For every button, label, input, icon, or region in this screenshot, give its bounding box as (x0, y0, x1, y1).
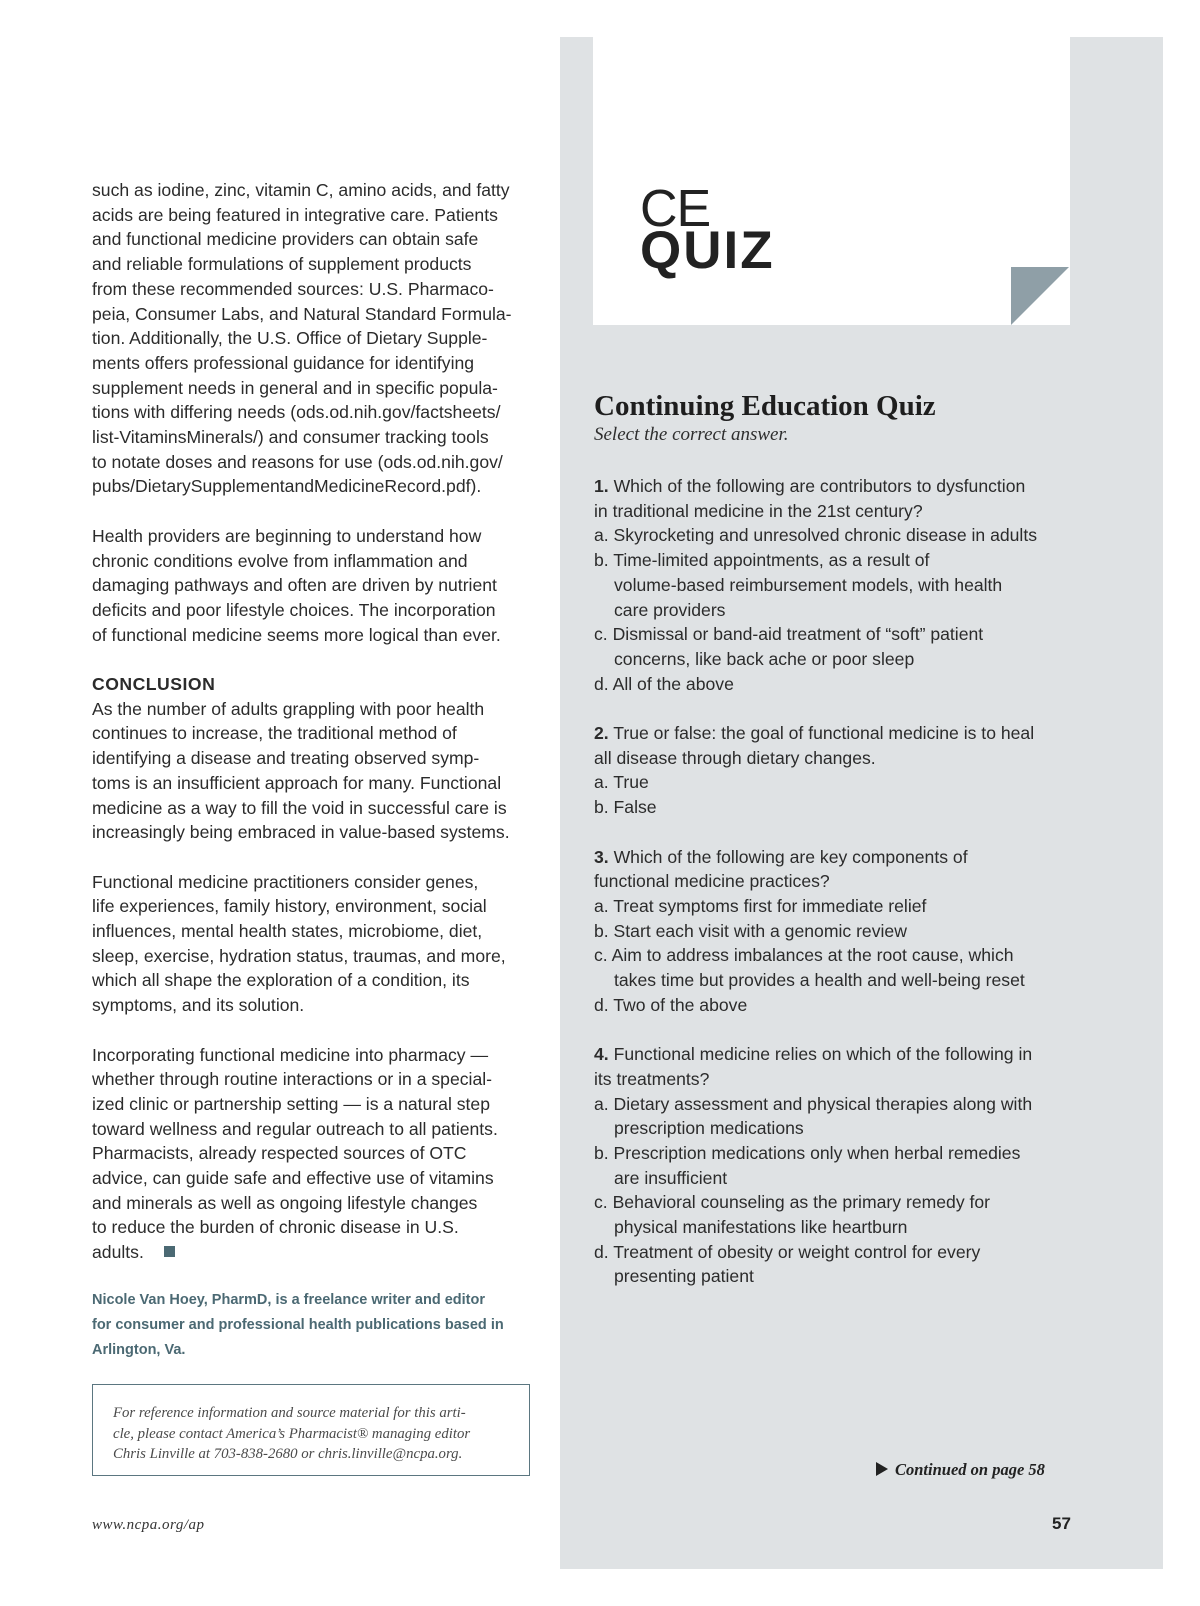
quiz-question (594, 1042, 1154, 1289)
answer-option: a. Skyrocketing and unresolved chronic disease in adults (594, 525, 1038, 546)
text-line: toward wellness and regular outreach to all patients. (92, 1118, 498, 1139)
answer-option-continuation: physical manifestations like heartburn (614, 1217, 908, 1238)
answer-option-continuation: volume-based reimbursement models, with health (614, 574, 1003, 595)
answer-option: c. Aim to address imbalances at the root cause, which (594, 945, 1014, 966)
answer-option: d. Two of the above (594, 994, 748, 1015)
answer-option: d. Treatment of obesity or weight control for every (594, 1241, 981, 1262)
text-line: to reduce the burden of chronic disease in U.S. (92, 1217, 459, 1238)
answer-option: b. Prescription medications only when herbal remedies (594, 1142, 1021, 1163)
text-line: tions with differing needs (ods.od.nih.gov/factsheets/ (92, 402, 501, 423)
text-line: chronic conditions evolve from inflammation and (92, 550, 468, 571)
text-line: medicine as a way to fill the void in successful care is (92, 797, 507, 818)
article-paragraph-4 (92, 870, 532, 1018)
article-paragraph-3 (92, 697, 532, 845)
text-line: life experiences, family history, environment, social (92, 896, 487, 917)
continued-link[interactable] (876, 1460, 1045, 1480)
answer-option: b. Start each visit with a genomic review (594, 920, 907, 941)
continued-text: Continued on page 58 (895, 1460, 1045, 1479)
text-line: As the number of adults grappling with poor health (92, 698, 485, 719)
question-number: 2. (594, 723, 609, 744)
article-paragraph-5 (92, 1043, 532, 1265)
play-arrow-icon (876, 1462, 888, 1476)
text-line: and minerals as well as ongoing lifestyle changes (92, 1192, 478, 1213)
question-stem-line (594, 721, 1154, 746)
text-line: Functional medicine practitioners consider genes, (92, 871, 479, 892)
answer-option: d. All of the above (594, 673, 734, 694)
ce-label: CE (640, 180, 711, 238)
question-stem-text: True or false: the goal of functional medicine is to heal (613, 723, 1035, 744)
answer-option: c. Dismissal or band-aid treatment of “soft” patient (594, 624, 984, 645)
page-number: 57 (1052, 1514, 1071, 1533)
question-stem-line: all disease through dietary changes. (594, 747, 876, 768)
bio-line: Nicole Van Hoey, PharmD, is a freelance writer and editor (92, 1292, 485, 1308)
question-stem-line: functional medicine practices? (594, 871, 830, 892)
answer-option: a. Treat symptoms first for immediate relief (594, 895, 927, 916)
text-line: ments offers professional guidance for identifying (92, 352, 475, 373)
reference-line: For reference information and source material for this arti- (113, 1405, 466, 1421)
text-line: advice, can guide safe and effective use of vitamins (92, 1168, 494, 1189)
text-line: symptoms, and its solution. (92, 995, 305, 1016)
text-line: influences, mental health states, microbiome, diet, (92, 921, 483, 942)
text-line: increasingly being embraced in value-based systems. (92, 822, 510, 843)
answer-option-continuation: are insufficient (614, 1167, 728, 1188)
reference-line: cle, please contact America’s Pharmacist® managing editor (113, 1425, 471, 1442)
question-stem-line: its treatments? (594, 1068, 710, 1089)
question-stem-text: Which of the following are key components of (613, 846, 968, 867)
footer-url: www.ncpa.org/ap (92, 1517, 205, 1533)
text-line: ized clinic or partnership setting — is a natural step (92, 1093, 491, 1114)
text-line: tion. Additionally, the U.S. Office of Dietary Supple- (92, 328, 488, 349)
text-line: sleep, exercise, hydration status, traumas, and more, (92, 945, 506, 966)
paragraph-gap (92, 647, 532, 672)
article-paragraph-2 (92, 524, 532, 648)
question-stem-line: in traditional medicine in the 21st century? (594, 500, 923, 521)
question-stem-text: Functional medicine relies on which of the following in (613, 1044, 1033, 1065)
answer-option-continuation: prescription medications (614, 1118, 804, 1139)
text-line: to notate doses and reasons for use (ods.od.nih.gov/ (92, 451, 503, 472)
text-line: toms is an insufficient approach for many. Functional (92, 772, 502, 793)
question-stem-text: Which of the following are contributors to dysfunction (613, 476, 1026, 496)
text-line: of functional medicine seems more logical than ever. (92, 624, 501, 645)
text-line: supplement needs in general and in specific popula- (92, 377, 498, 398)
text-line: Pharmacists, already respected sources of OTC (92, 1143, 467, 1164)
quiz-subtitle: Select the correct answer. (594, 424, 789, 445)
answer-option: b. False (594, 797, 657, 818)
question-stem-line (594, 1042, 1154, 1067)
quiz-title: Continuing Education Quiz (594, 390, 936, 422)
article-column (92, 178, 532, 1265)
text-line: peia, Consumer Labs, and Natural Standard Formula- (92, 303, 512, 324)
article-paragraph-1 (92, 178, 532, 499)
last-line (92, 1240, 532, 1265)
paragraph-gap (92, 499, 532, 524)
text-line: list-VitaminsMinerals/) and consumer tracking tools (92, 427, 489, 448)
question-gap (594, 1017, 1154, 1042)
question-number: 1. (594, 476, 609, 496)
question-gap (594, 820, 1154, 845)
answer-option-continuation: presenting patient (614, 1266, 754, 1287)
text-line: from these recommended sources: U.S. Pharmaco- (92, 278, 494, 299)
text-line: which all shape the exploration of a condition, its (92, 970, 470, 991)
text-line: whether through routine interactions or in a special- (92, 1069, 492, 1090)
reference-line: Chris Linville at 703-838-2680 or chris.linville@ncpa.org. (113, 1446, 463, 1462)
text-line: deficits and poor lifestyle choices. The incorporation (92, 599, 496, 620)
text-line: and reliable formulations of supplement products (92, 254, 472, 275)
answer-option: a. Dietary assessment and physical therapies along with (594, 1093, 1033, 1114)
quiz-question (594, 474, 1154, 696)
quiz-label: QUIZ (640, 221, 775, 280)
answer-option-continuation: concerns, like back ache or poor sleep (614, 648, 915, 669)
paragraph-gap (92, 1018, 532, 1043)
bio-line: Arlington, Va. (92, 1342, 186, 1358)
question-gap (594, 696, 1154, 721)
question-stem-line (594, 474, 1154, 499)
end-of-article-square-icon (164, 1246, 175, 1257)
text-line: continues to increase, the traditional method of (92, 723, 457, 744)
text-line: damaging pathways and often are driven by nutrient (92, 575, 497, 596)
text-line: such as iodine, zinc, vitamin C, amino acids, and fatty (92, 180, 510, 200)
answer-option-continuation: takes time but provides a health and well-being reset (614, 970, 1025, 991)
answer-option: b. Time-limited appointments, as a result of (594, 550, 930, 571)
reference-box (92, 1384, 530, 1476)
answer-option: a. True (594, 772, 649, 793)
text-line: Incorporating functional medicine into pharmacy — (92, 1044, 489, 1065)
quiz-question (594, 845, 1154, 1018)
bio-line: for consumer and professional health publications based in (92, 1317, 504, 1333)
question-stem-line (594, 845, 1154, 870)
text-line: acids are being featured in integrative care. Patients (92, 204, 498, 225)
conclusion-heading: CONCLUSION (92, 674, 216, 695)
text-line: identifying a disease and treating observed symp- (92, 748, 480, 769)
text-line: pubs/DietarySupplementandMedicineRecord.pdf). (92, 476, 482, 497)
question-number: 4. (594, 1044, 609, 1065)
text-fragment: adults. (92, 1242, 144, 1263)
quiz-questions (594, 474, 1154, 1289)
question-number: 3. (594, 846, 609, 867)
quiz-question (594, 721, 1154, 820)
answer-option: c. Behavioral counseling as the primary remedy for (594, 1192, 991, 1213)
author-bio (92, 1288, 532, 1363)
text-line: Health providers are beginning to understand how (92, 525, 482, 546)
answer-option-continuation: care providers (614, 599, 726, 620)
paragraph-gap (92, 845, 532, 870)
text-line: and functional medicine providers can obtain safe (92, 229, 479, 250)
